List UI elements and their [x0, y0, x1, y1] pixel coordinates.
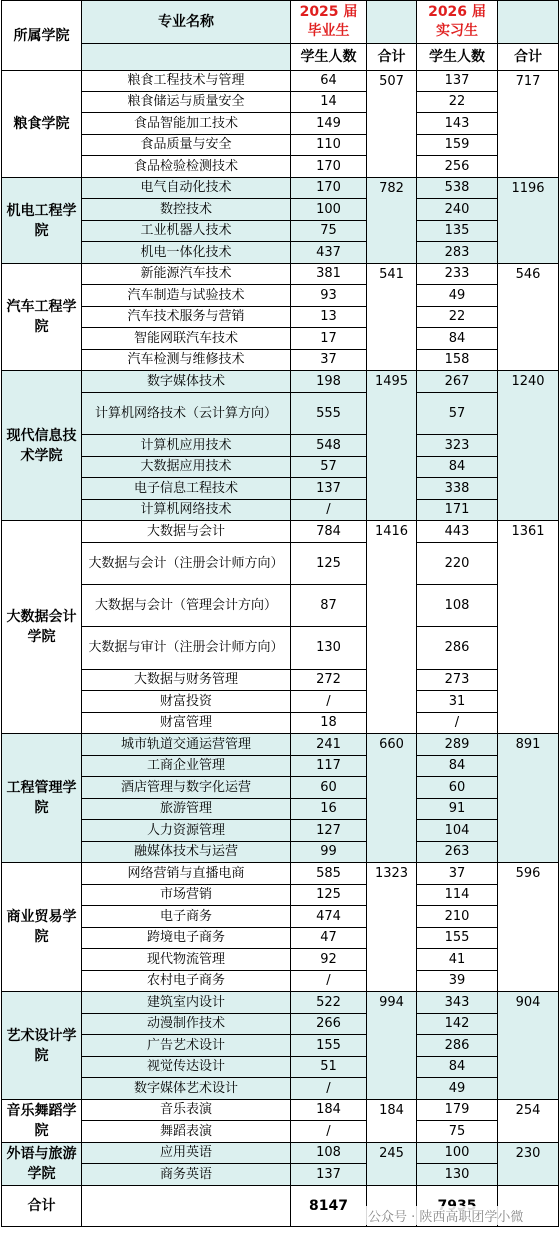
count-2026: 343 [417, 992, 498, 1014]
table-row [2, 113, 559, 135]
table-row [2, 92, 559, 113]
count-2026: 273 [417, 670, 498, 691]
count-2025: 241 [291, 734, 367, 756]
major-name: 人力资源管理 [82, 820, 291, 842]
count-2026: 57 [417, 393, 498, 435]
count-2026: 39 [417, 971, 498, 992]
table-row [2, 1057, 559, 1078]
count-2025: 125 [291, 885, 367, 906]
table-row [2, 756, 559, 777]
count-2026: 155 [417, 928, 498, 949]
college-name: 现代信息技术学院 [2, 371, 82, 521]
major-name: 大数据与会计（注册会计师方向） [82, 543, 291, 585]
count-2026: 41 [417, 949, 498, 971]
table-row [2, 992, 559, 1014]
table-row [2, 264, 559, 285]
major-name: 建筑室内设计 [82, 992, 291, 1014]
count-2025: / [291, 971, 367, 992]
major-name: 融媒体技术与运营 [82, 842, 291, 863]
college-name: 汽车工程学院 [2, 264, 82, 371]
table-row [2, 971, 559, 992]
count-2026: 286 [417, 1035, 498, 1057]
count-2025: / [291, 1078, 367, 1100]
major-name: 数字媒体技术 [82, 371, 291, 393]
table-row [2, 585, 559, 627]
count-2025: 16 [291, 799, 367, 820]
count-2025: 548 [291, 435, 367, 457]
grand-total-label: 合计 [2, 1186, 82, 1227]
major-name: 大数据应用技术 [82, 457, 291, 478]
college-name: 商业贸易学院 [2, 863, 82, 992]
count-2026: 240 [417, 199, 498, 221]
count-2026: 323 [417, 435, 498, 457]
count-2025: 522 [291, 992, 367, 1014]
count-2026: 137 [417, 71, 498, 92]
count-2025: 100 [291, 199, 367, 221]
major-name: 食品质量与安全 [82, 135, 291, 156]
major-name: 新能源汽车技术 [82, 264, 291, 285]
header-major-blank [82, 44, 291, 71]
count-2026: / [417, 713, 498, 734]
total-2025: 245 [367, 1143, 417, 1186]
table-row [2, 478, 559, 500]
count-2025: 47 [291, 928, 367, 949]
count-2025: 125 [291, 543, 367, 585]
table-row [2, 627, 559, 670]
count-2025: 555 [291, 393, 367, 435]
header-2026-text: 2026 届 实习生 [428, 4, 486, 39]
major-name: 大数据与审计（注册会计师方向） [82, 627, 291, 670]
count-2026: 91 [417, 799, 498, 820]
header-students-2026: 学生人数 [417, 44, 498, 71]
major-name: 食品智能加工技术 [82, 113, 291, 135]
count-2026: 104 [417, 820, 498, 842]
count-2025: 149 [291, 113, 367, 135]
college-name: 音乐舞蹈学院 [2, 1100, 82, 1143]
major-name: 汽车检测与维修技术 [82, 350, 291, 371]
major-name: 财富管理 [82, 713, 291, 734]
count-2025: 127 [291, 820, 367, 842]
college-name: 工程管理学院 [2, 734, 82, 863]
table-row [2, 221, 559, 242]
major-name: 跨境电子商务 [82, 928, 291, 949]
major-name: 动漫制作技术 [82, 1014, 291, 1035]
count-2025: 170 [291, 156, 367, 178]
count-2026: 49 [417, 285, 498, 307]
count-2025: 130 [291, 627, 367, 670]
major-name: 粮食储运与质量安全 [82, 92, 291, 113]
major-name: 应用英语 [82, 1143, 291, 1164]
major-name: 旅游管理 [82, 799, 291, 820]
count-2026: 143 [417, 113, 498, 135]
major-name: 网络营销与直播电商 [82, 863, 291, 885]
total-2025: 660 [367, 734, 417, 863]
total-2025: 1495 [367, 371, 417, 521]
count-2025: 272 [291, 670, 367, 691]
major-name: 广告艺术设计 [82, 1035, 291, 1057]
count-2025: 784 [291, 521, 367, 543]
major-name: 机电一体化技术 [82, 242, 291, 264]
count-2026: 114 [417, 885, 498, 906]
header-2026-blank [498, 1, 559, 44]
major-name: 市场营销 [82, 885, 291, 906]
major-name: 财富投资 [82, 691, 291, 713]
table-row [2, 393, 559, 435]
count-2025: 137 [291, 478, 367, 500]
count-2026: 159 [417, 135, 498, 156]
table-row [2, 543, 559, 585]
header-2025 [291, 1, 367, 44]
count-2026: 179 [417, 1100, 498, 1121]
table-row [2, 799, 559, 820]
major-name: 电子商务 [82, 906, 291, 928]
major-name: 电气自动化技术 [82, 178, 291, 199]
header-college: 所属学院 [2, 1, 82, 71]
major-name: 工业机器人技术 [82, 221, 291, 242]
count-2026: 135 [417, 221, 498, 242]
count-2026: 60 [417, 777, 498, 799]
table-row [2, 328, 559, 350]
count-2025: 51 [291, 1057, 367, 1078]
major-name: 粮食工程技术与管理 [82, 71, 291, 92]
count-2025: 92 [291, 949, 367, 971]
table-row [2, 371, 559, 393]
major-name: 汽车技术服务与营销 [82, 307, 291, 328]
major-name: 大数据与财务管理 [82, 670, 291, 691]
count-2025: 64 [291, 71, 367, 92]
major-name: 视觉传达设计 [82, 1057, 291, 1078]
major-name: 汽车制造与试验技术 [82, 285, 291, 307]
major-name: 农村电子商务 [82, 971, 291, 992]
total-2026: 596 [498, 863, 559, 992]
college-name: 外语与旅游学院 [2, 1143, 82, 1186]
total-2025: 1323 [367, 863, 417, 992]
major-name: 食品检验检测技术 [82, 156, 291, 178]
major-name: 现代物流管理 [82, 949, 291, 971]
count-2025: 266 [291, 1014, 367, 1035]
total-2025: 507 [367, 71, 417, 178]
table-row [2, 777, 559, 799]
count-2025: 14 [291, 92, 367, 113]
count-2026: 256 [417, 156, 498, 178]
count-2025: / [291, 1121, 367, 1143]
count-2025: 381 [291, 264, 367, 285]
major-name: 商务英语 [82, 1164, 291, 1186]
major-name: 智能网联汽车技术 [82, 328, 291, 350]
major-name: 酒店管理与数字化运营 [82, 777, 291, 799]
major-name: 计算机网络技术（云计算方向） [82, 393, 291, 435]
count-2026: 210 [417, 906, 498, 928]
table-row [2, 863, 559, 885]
count-2025: 137 [291, 1164, 367, 1186]
table-row [2, 906, 559, 928]
total-2026: 1240 [498, 371, 559, 521]
count-2025: 108 [291, 1143, 367, 1164]
table-row [2, 713, 559, 734]
header-total-2025: 合计 [367, 44, 417, 71]
total-2026: 230 [498, 1143, 559, 1186]
major-name: 音乐表演 [82, 1100, 291, 1121]
table-row [2, 842, 559, 863]
table-row [2, 71, 559, 92]
college-name: 机电工程学院 [2, 178, 82, 264]
grand-total-2025: 8147 [291, 1186, 367, 1227]
count-2025: 37 [291, 350, 367, 371]
table-row [2, 820, 559, 842]
header-row-2 [2, 44, 559, 71]
table-row [2, 949, 559, 971]
count-2026: 84 [417, 328, 498, 350]
table-row [2, 1143, 559, 1164]
count-2025: 93 [291, 285, 367, 307]
table-row [2, 928, 559, 949]
grand-total-blank [82, 1186, 291, 1227]
table-row [2, 285, 559, 307]
count-2026: 233 [417, 264, 498, 285]
table-row [2, 1121, 559, 1143]
header-total-2026: 合计 [498, 44, 559, 71]
count-2026: 84 [417, 756, 498, 777]
college-name: 艺术设计学院 [2, 992, 82, 1100]
count-2026: 158 [417, 350, 498, 371]
table-row [2, 691, 559, 713]
table-row [2, 350, 559, 371]
college-name: 粮食学院 [2, 71, 82, 178]
count-2026: 171 [417, 500, 498, 521]
watermark: 公众号 · 陕西高职团学小微 [364, 1206, 527, 1225]
table-row [2, 670, 559, 691]
table-row [2, 1164, 559, 1186]
count-2026: 263 [417, 842, 498, 863]
count-2025: 60 [291, 777, 367, 799]
count-2025: 198 [291, 371, 367, 393]
total-2026: 254 [498, 1100, 559, 1143]
count-2026: 443 [417, 521, 498, 543]
header-2025-blank [367, 1, 417, 44]
count-2025: 110 [291, 135, 367, 156]
count-2026: 37 [417, 863, 498, 885]
count-2025: 117 [291, 756, 367, 777]
header-row-1 [2, 1, 559, 44]
total-2025: 184 [367, 1100, 417, 1143]
total-2026: 1361 [498, 521, 559, 734]
count-2025: 184 [291, 1100, 367, 1121]
count-2026: 286 [417, 627, 498, 670]
count-2026: 220 [417, 543, 498, 585]
major-name: 舞蹈表演 [82, 1121, 291, 1143]
major-name: 大数据与会计（管理会计方向） [82, 585, 291, 627]
total-2025: 994 [367, 992, 417, 1100]
total-2026: 546 [498, 264, 559, 371]
table-row [2, 307, 559, 328]
count-2026: 283 [417, 242, 498, 264]
count-2026: 289 [417, 734, 498, 756]
count-2026: 538 [417, 178, 498, 199]
header-2026 [417, 1, 498, 44]
total-2026: 904 [498, 992, 559, 1100]
table-row [2, 1100, 559, 1121]
total-2025: 541 [367, 264, 417, 371]
total-2026: 1196 [498, 178, 559, 264]
count-2025: / [291, 691, 367, 713]
count-2025: 18 [291, 713, 367, 734]
header-major: 专业名称 [82, 1, 291, 44]
major-name: 工商企业管理 [82, 756, 291, 777]
table-row [2, 435, 559, 457]
count-2025: 585 [291, 863, 367, 885]
count-2026: 267 [417, 371, 498, 393]
count-2026: 84 [417, 1057, 498, 1078]
count-2026: 75 [417, 1121, 498, 1143]
count-2025: 170 [291, 178, 367, 199]
count-2025: 87 [291, 585, 367, 627]
total-2026: 717 [498, 71, 559, 178]
table-row [2, 521, 559, 543]
count-2025: 57 [291, 457, 367, 478]
major-name: 城市轨道交通运营管理 [82, 734, 291, 756]
table-row [2, 500, 559, 521]
header-students-2025: 学生人数 [291, 44, 367, 71]
count-2026: 130 [417, 1164, 498, 1186]
major-name: 大数据与会计 [82, 521, 291, 543]
table-row [2, 885, 559, 906]
major-name: 数控技术 [82, 199, 291, 221]
total-2026: 891 [498, 734, 559, 863]
count-2026: 22 [417, 307, 498, 328]
table-row [2, 135, 559, 156]
major-name: 计算机应用技术 [82, 435, 291, 457]
table-row [2, 734, 559, 756]
major-name: 电子信息工程技术 [82, 478, 291, 500]
graduate-intern-table [1, 0, 559, 1227]
count-2025: 155 [291, 1035, 367, 1057]
table-row [2, 156, 559, 178]
count-2026: 100 [417, 1143, 498, 1164]
major-name: 计算机网络技术 [82, 500, 291, 521]
table-row [2, 199, 559, 221]
count-2025: 437 [291, 242, 367, 264]
header-2025-text: 2025 届 毕业生 [299, 4, 358, 39]
table-row [2, 242, 559, 264]
total-2025: 782 [367, 178, 417, 264]
count-2025: 99 [291, 842, 367, 863]
count-2025: 474 [291, 906, 367, 928]
count-2025: / [291, 500, 367, 521]
table-row [2, 457, 559, 478]
table-row [2, 1078, 559, 1100]
table-row [2, 178, 559, 199]
count-2026: 49 [417, 1078, 498, 1100]
count-2025: 75 [291, 221, 367, 242]
count-2025: 13 [291, 307, 367, 328]
table-row [2, 1014, 559, 1035]
count-2025: 17 [291, 328, 367, 350]
total-2025: 1416 [367, 521, 417, 734]
count-2026: 31 [417, 691, 498, 713]
major-name: 数字媒体艺术设计 [82, 1078, 291, 1100]
count-2026: 338 [417, 478, 498, 500]
count-2026: 22 [417, 92, 498, 113]
college-name: 大数据会计学院 [2, 521, 82, 734]
count-2026: 108 [417, 585, 498, 627]
count-2026: 142 [417, 1014, 498, 1035]
count-2026: 84 [417, 457, 498, 478]
table-row [2, 1035, 559, 1057]
